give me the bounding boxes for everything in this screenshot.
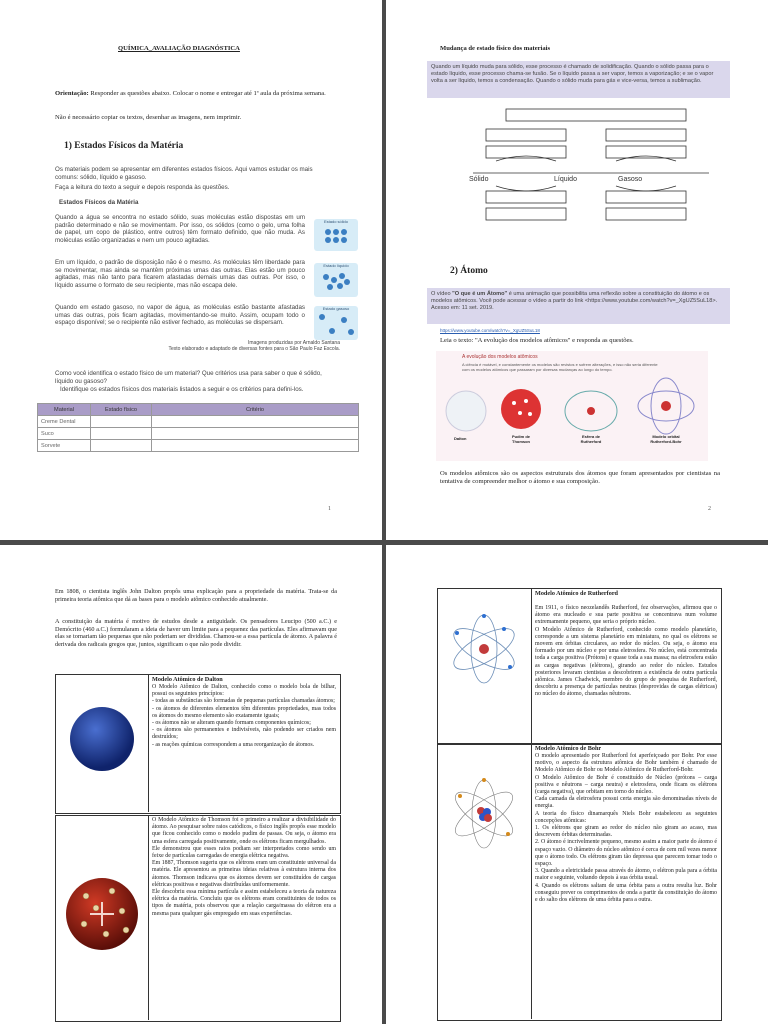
section-title: 1) Estados Físicos da Matéria bbox=[64, 141, 184, 151]
table-row bbox=[38, 440, 359, 452]
para-liquid: Em um líquido, o padrão de disposição não é o mesmo. As moléculas têm liberdade para se movimentar, mas ainda se mantêm próximas umas das outras. Elas estão um pouco agitadas, mas não tanto para ficarem afastadas demais umas das outras. Por isso, o líquido assume o formato de seu recipiente, mas não escapa dele. bbox=[55, 259, 305, 289]
label-gas: Gasoso bbox=[618, 176, 643, 183]
table-row bbox=[38, 428, 359, 440]
thomson-image bbox=[56, 816, 148, 1021]
page-1 bbox=[0, 0, 382, 540]
video-box: O vídeo "O que é um Átomo" é uma animação que possibilita uma reflexão sobre a constituição do átomo e os modelos atômicos. Você pode acessar o vídeo a partir do link <https://www.youtube.com/watch?v=_XgUZ5SuL18>. Acesso em: 11 set. 2019. bbox=[427, 288, 730, 324]
gas-state-image: Estado gasoso bbox=[314, 306, 358, 340]
rutherford-text: Em 1911, o físico neozelandês Rutherford, fez observações, afirmou que o átomo era nucleado e sua parte positiva se concentrava num volume extremamente pequeno, que seria o próprio núcleo. O Modelo Atômico de Rutherford, conhecido como modelo planetário, corresponde a um sistema planetário em miniatura, no qual os elétrons se movem em órbitas circulares, ao redor do núcleo. Ou seja, o átomo era formado por um núcleo e por uma eletrosfera. No núcleo, está concentrada toda a carga positiva (Prótons) e quase toda a sua massa; na eletrosfera estão as cargas negativas (elétrons), girando ao redor do núcleo. Estudos posteriores levaram cientistas a descobrirem a existência de outra partícula atômica. James Chadwick, membro do grupo de pesquisa de Rutherford, descobriu a presença de partículas neutras (desprovidas de cargas elétricas) no núcleo do átomo, chamadas nêutrons. bbox=[535, 605, 717, 698]
video-link[interactable]: https://www.youtube.com/watch?v=_XgUZ5SuL18 bbox=[440, 328, 540, 333]
text-title: Estados Físicos da Matéria bbox=[59, 199, 139, 206]
table-cell: Sorvete bbox=[38, 440, 91, 452]
page-header: Mudança de estado físico dos materiais bbox=[440, 45, 551, 52]
states-table bbox=[37, 403, 359, 452]
question-2: Identifique os estados físicos dos materiais listados a seguir e os critérios para defini-los. bbox=[60, 386, 304, 393]
bohr-image bbox=[438, 744, 531, 1020]
section-title: 2) Átomo bbox=[450, 266, 488, 276]
page-header: QUÍMICA_AVALIAÇÃO DIAGNÓSTICA bbox=[118, 45, 240, 52]
table-row bbox=[38, 416, 359, 428]
credits: Imagens produzidas por Arnaldo Santana Texto elaborado e adaptado de diversas fontes para o São Paulo Faz Escola. bbox=[168, 340, 340, 352]
atomic-models-figure: A evolução dos modelos atômicos A ciência é mutável, e constantemente os modelos são revistos e sofrem alterações, e isso não seria diferente com os modelos atômicos que passaram por diversas mudanças ao longo do tempo. Dalton Pudim de Thomson Esfera de Rutherford Modelo orbital Rutherford-Bohr bbox=[436, 351, 708, 461]
intro-text: Os materiais podem se apresentar em diferentes estados físicos. Aqui vamos estudar os mais comuns: sólido, líquido e gasoso. bbox=[55, 166, 313, 181]
thomson-text: O Modelo Atômico de Thomson foi o primeiro a realizar a divisibilidade do átomo. Ao pesquisar sobre raios catódicos, o físico inglês propôs esse modelo que ficou conhecido como o modelo pudim de passas. Ou seja, o átomo era uma esfera carregada positivamente, onde os elétrons ficam mergulhados. Ele demonstrou que esses raios podiam ser interpretados como sendo um feixe de partículas carregadas de energia elétrica negativa. Em 1887, Thomson sugeriu que os elétrons eram um constituinte universal da matéria. Ele apresentou as primeiras ideias relativas à estrutura interna dos átomos. Thomson indicava que os átomos devem ser constituídos de cargas elétricas positivas e negativas distribuídas uniformemente. Ele descobriu essa mínima partícula e assim estabeleceu a teoria da natureza elétrica da matéria. Concluiu que os elétrons eram constituintes de todos os tipos de matéria, pois observou que a relação carga/massa do elétron era a mesma para qualquer gás empregado em suas experiências. bbox=[152, 817, 336, 917]
thomson-model-icon bbox=[501, 389, 541, 429]
bohr-title: Modelo Atômico de Bohr bbox=[535, 745, 602, 752]
dalton-intro: Em 1808, o cientista inglês John Dalton propôs uma explicação para a propriedade da matéria. Trata-se da primeira teoria atômica que dá as bases para o modelo atômico conhecido atualmente. bbox=[55, 588, 337, 603]
dalton-title: Modelo Atômico de Dalton bbox=[152, 676, 223, 683]
rutherford-block bbox=[437, 588, 722, 745]
models-illustration bbox=[436, 351, 708, 461]
state-change-diagram bbox=[461, 106, 721, 231]
planetary-atom-icon bbox=[438, 589, 531, 744]
rutherford-image bbox=[438, 589, 531, 744]
label-solid: Sólido bbox=[469, 176, 489, 183]
dalton-image bbox=[56, 675, 148, 813]
table-cell: Creme Dental bbox=[38, 416, 91, 428]
label-liquid: Líquido bbox=[554, 176, 577, 183]
page-number: 1 bbox=[328, 506, 331, 512]
gas-molecules-icon bbox=[314, 311, 358, 337]
bohr-atom-icon bbox=[438, 744, 531, 1020]
bohr-block bbox=[437, 743, 722, 1021]
para-solid: Quando a água se encontra no estado sólido, suas moléculas estão dispostas em um padrão determinado e não se movimentam. Por isso, os sólidos (como o gelo, uma folha de papel, um copo de plástico, entre outros) têm formato definido, que não muda. As moléculas estão organizadas e nem um pouco agitadas. bbox=[55, 214, 305, 244]
history-paragraph: A constituição da matéria é motivo de estudos desde a antiguidade. Os pensadores Leucipo (500 a.C.) e Demócrito (460 a.C.) formularam a ideia de haver um limite para a pequenez das partículas. Eles afirmavam que elas se tornariam tão pequenas que não poderiam ser divididas. Chamou-se a essa partícula de átomo. A palavra é derivada dos radicais gregos que, juntos, significam o que não pode dividir. bbox=[55, 618, 337, 648]
page-number: 2 bbox=[708, 506, 711, 512]
page-3 bbox=[0, 545, 382, 1024]
dalton-text: O Modelo Atômico de Dalton, conhecido como o modelo bola de bilhar, possui os seguintes princípios: - todas as substâncias são formadas de pequenas partículas chamadas átomos; - os átomos de diferentes elementos têm diferentes propriedades, mas todos os átomos do mesmo elemento são exatamente iguais; - os átomos não se alteram quando formam componentes químicos; - os átomos são permanentes e indivisíveis, não podendo ser criados nem destruídos; - as reações químicas correspondem a uma reorganização de átomos. bbox=[152, 684, 336, 748]
closing-text: Os modelos atômicos são os aspectos estruturais dos átomos que foram apresentados por cientistas na tentativa de compreender melhor o átomo e sua composição. bbox=[440, 470, 720, 485]
page-2 bbox=[386, 0, 768, 540]
rutherford-title: Modelo Atômico de Rutherford bbox=[535, 590, 619, 597]
note: Não é necessário copiar os textos, desenhar as imagens, nem imprimir. bbox=[55, 114, 242, 121]
page-4 bbox=[386, 545, 768, 1024]
thomson-block bbox=[55, 815, 341, 1022]
dalton-block bbox=[55, 674, 341, 814]
definition-box: Quando um líquido muda para sólido, esse processo é chamado de solidificação. Quando o sólido passa para o estado líquido, esse processo chama-se fusão. Se o líquido passa a ser vapor, temos a vaporização; e se o vapor volta a ser líquido, temos a condensação. Quando o sólido muda para gás e vice-versa, temos a sublimação. bbox=[427, 61, 730, 98]
instruction-text: Faça a leitura do texto a seguir e depois responda às questões. bbox=[55, 184, 230, 191]
solid-molecules-icon bbox=[314, 224, 358, 248]
orientation: Orientação: Responder as questões abaixo. Colocar o nome e entregar até 1ª aula da próxima semana. bbox=[55, 90, 326, 97]
read-instruction: Leia o texto: "A evolução dos modelos atômicos" e responda as questões. bbox=[440, 337, 634, 344]
column-header: Estado físico bbox=[91, 404, 152, 416]
table-header-row bbox=[38, 404, 359, 416]
billiard-ball-icon bbox=[56, 675, 148, 813]
dalton-model-icon bbox=[446, 391, 486, 431]
question-1: Como você identifica o estado físico de um material? Que critérios usa para saber o que é sólido, líquido ou gasoso? bbox=[55, 370, 322, 385]
solid-state-image: Estado sólido bbox=[314, 219, 358, 251]
plum-pudding-icon bbox=[56, 816, 148, 1021]
table-cell: Suco bbox=[38, 428, 91, 440]
bohr-text: O modelo apresentado por Rutherford foi aperfeiçoado por Bohr. Por esse motivo, o aspecto da estrutura atômica de Bohr também é chamado de Modelo Atômico de Bohr ou Modelo Atômico de Rutherford-Bohr. O Modelo Atômico de Bohr é constituído de Núcleo (prótons – carga positiva e nêutrons – carga neutra) e eletrosfera, onde ficam os elétrons (carga negativa), que orbitam em torno do núcleo. Cada camada da eletrosfera possui certa energia são denominadas níveis de energia. A teoria do físico dinamarquês Niels Bohr estabeleceu as seguintes concepções atômicas: 1. Os elétrons que giram ao redor do núcleo não giram ao acaso, mas descrevem órbitas determinadas. 2. O átomo é incrivelmente pequeno, mesmo assim a maior parte do átomo é espaço vazio. O diâmetro do núcleo atômico é cerca de cem mil vezes menor que o átomo todo. Os elétrons giram tão depressa que parecem tomar todo o espaço. 3. Quando a eletricidade passa através do átomo, o elétron pula para a órbita maior e seguinte, voltando depois à sua órbita usual. 4. Quando os elétrons saltam de uma órbita para a outra resulta luz. Bohr conseguiu prever os comprimentos de onda a partir da constituição do átomo e do salto dos elétrons de uma órbita para a outra. bbox=[535, 753, 717, 904]
column-header: Critério bbox=[152, 404, 359, 416]
para-gas: Quando em estado gasoso, no vapor de água, as moléculas estão bastante afastadas umas das outras, pois ficam agitadas, movimentando-se muito. Assim, ocupam todo o espaço disponível; se o recipiente não estiver fechado, as moléculas se dispersam. bbox=[55, 304, 305, 327]
column-header: Material bbox=[38, 404, 91, 416]
liquid-state-image: Estado líquido bbox=[314, 263, 358, 297]
liquid-molecules-icon bbox=[314, 268, 358, 294]
